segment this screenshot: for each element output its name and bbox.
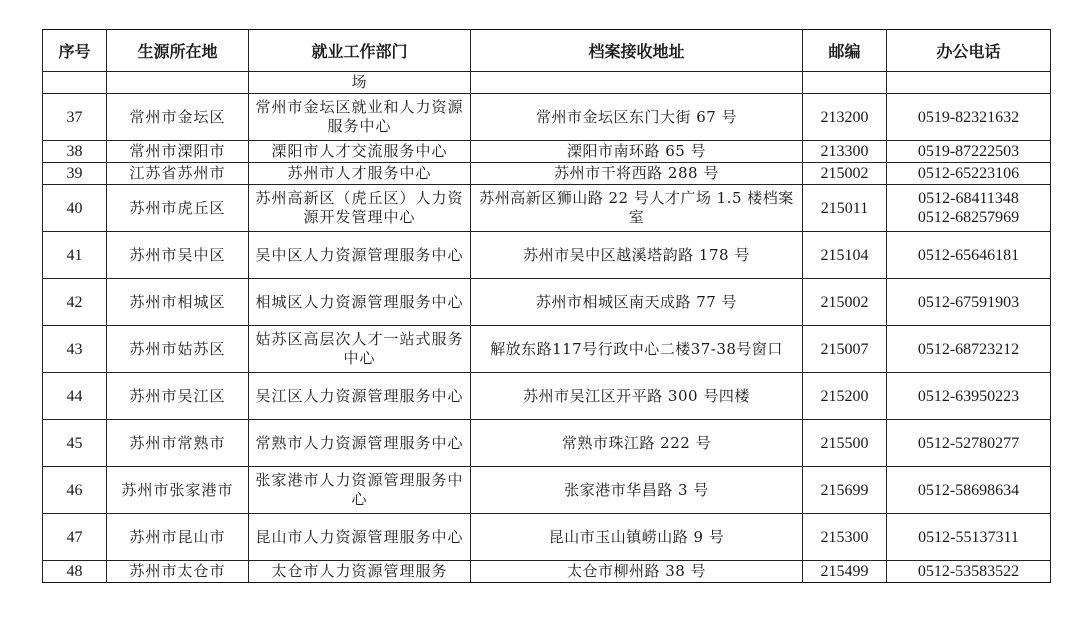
table-row xyxy=(43,561,1051,583)
cell-origin-location: 常州市金坛区 xyxy=(107,94,249,141)
cell-postal-code: 215007 xyxy=(803,326,887,373)
table-row xyxy=(43,185,1051,232)
cell-archive-address xyxy=(471,72,803,94)
cell-archive-address: 苏州市吴江区开平路 300 号四楼 xyxy=(471,373,803,420)
cell-postal-code: 215500 xyxy=(803,420,887,467)
cell-archive-address: 张家港市华昌路 3 号 xyxy=(471,467,803,514)
cell-postal-code: 215002 xyxy=(803,163,887,185)
cell-postal-code xyxy=(803,72,887,94)
table-row xyxy=(43,163,1051,185)
cell-archive-address: 苏州市吴中区越溪塔韵路 178 号 xyxy=(471,232,803,279)
cell-department: 太仓市人力资源管理服务 xyxy=(249,561,471,583)
header-employment-department: 就业工作部门 xyxy=(249,30,471,72)
cell-office-phone: 0519-82321632 xyxy=(887,94,1051,141)
cell-postal-code: 213300 xyxy=(803,141,887,163)
cell-origin-location: 苏州市吴江区 xyxy=(107,373,249,420)
header-office-phone: 办公电话 xyxy=(887,30,1051,72)
cell-serial-number: 48 xyxy=(43,561,107,583)
cell-office-phone: 0512-52780277 xyxy=(887,420,1051,467)
cell-department: 常州市金坛区就业和人力资源服务中心 xyxy=(249,94,471,141)
cell-office-phone: 0512-65646181 xyxy=(887,232,1051,279)
cell-office-phone xyxy=(887,72,1051,94)
cell-archive-address: 常熟市珠江路 222 号 xyxy=(471,420,803,467)
cell-department: 姑苏区高层次人才一站式服务中心 xyxy=(249,326,471,373)
cell-serial-number: 41 xyxy=(43,232,107,279)
cell-serial-number: 37 xyxy=(43,94,107,141)
table-row xyxy=(43,514,1051,561)
cell-archive-address: 苏州市干将西路 288 号 xyxy=(471,163,803,185)
cell-department: 昆山市人力资源管理服务中心 xyxy=(249,514,471,561)
cell-postal-code: 215499 xyxy=(803,561,887,583)
cell-office-phone: 0512-68723212 xyxy=(887,326,1051,373)
table-row xyxy=(43,467,1051,514)
cell-archive-address: 昆山市玉山镇崂山路 9 号 xyxy=(471,514,803,561)
cell-department: 相城区人力资源管理服务中心 xyxy=(249,279,471,326)
cell-serial-number: 40 xyxy=(43,185,107,232)
header-serial-number: 序号 xyxy=(43,30,107,72)
table-row xyxy=(43,420,1051,467)
cell-postal-code: 215011 xyxy=(803,185,887,232)
table-row xyxy=(43,232,1051,279)
cell-origin-location: 苏州市姑苏区 xyxy=(107,326,249,373)
cell-serial-number: 47 xyxy=(43,514,107,561)
cell-origin-location: 苏州市虎丘区 xyxy=(107,185,249,232)
employment-office-table xyxy=(42,29,1051,583)
cell-postal-code: 213200 xyxy=(803,94,887,141)
table-row xyxy=(43,94,1051,141)
cell-archive-address: 苏州市相城区南天成路 77 号 xyxy=(471,279,803,326)
cell-archive-address: 苏州高新区狮山路 22 号人才广场 1.5 楼档案室 xyxy=(471,185,803,232)
cell-origin-location: 苏州市相城区 xyxy=(107,279,249,326)
cell-serial-number: 46 xyxy=(43,467,107,514)
cell-origin-location: 常州市溧阳市 xyxy=(107,141,249,163)
cell-department: 常熟市人力资源管理服务中心 xyxy=(249,420,471,467)
cell-origin-location xyxy=(107,72,249,94)
cell-archive-address: 溧阳市南环路 65 号 xyxy=(471,141,803,163)
cell-archive-address: 常州市金坛区东门大街 67 号 xyxy=(471,94,803,141)
cell-office-phone: 0519-87222503 xyxy=(887,141,1051,163)
header-origin-location: 生源所在地 xyxy=(107,30,249,72)
cell-postal-code: 215104 xyxy=(803,232,887,279)
cell-postal-code: 215699 xyxy=(803,467,887,514)
cell-office-phone: 0512-63950223 xyxy=(887,373,1051,420)
cell-office-phone: 0512-65223106 xyxy=(887,163,1051,185)
cell-serial-number xyxy=(43,72,107,94)
cell-office-phone: 0512-58698634 xyxy=(887,467,1051,514)
cell-origin-location: 苏州市张家港市 xyxy=(107,467,249,514)
cell-department: 场 xyxy=(249,72,471,94)
cell-serial-number: 43 xyxy=(43,326,107,373)
header-postal-code: 邮编 xyxy=(803,30,887,72)
table-header-row xyxy=(43,30,1051,72)
cell-department: 吴江区人力资源管理服务中心 xyxy=(249,373,471,420)
cell-department: 苏州高新区（虎丘区）人力资源开发管理中心 xyxy=(249,185,471,232)
header-archive-address: 档案接收地址 xyxy=(471,30,803,72)
table-row xyxy=(43,141,1051,163)
cell-origin-location: 苏州市常熟市 xyxy=(107,420,249,467)
cell-serial-number: 38 xyxy=(43,141,107,163)
table-row xyxy=(43,373,1051,420)
cell-serial-number: 42 xyxy=(43,279,107,326)
table-row xyxy=(43,326,1051,373)
cell-serial-number: 39 xyxy=(43,163,107,185)
table-row xyxy=(43,279,1051,326)
cell-serial-number: 44 xyxy=(43,373,107,420)
cell-postal-code: 215300 xyxy=(803,514,887,561)
cell-archive-address: 解放东路117号行政中心二楼37-38号窗口 xyxy=(471,326,803,373)
cell-postal-code: 215002 xyxy=(803,279,887,326)
cell-department: 苏州市人才服务中心 xyxy=(249,163,471,185)
cell-office-phone: 0512-67591903 xyxy=(887,279,1051,326)
cell-office-phone: 0512-53583522 xyxy=(887,561,1051,583)
cell-postal-code: 215200 xyxy=(803,373,887,420)
cell-origin-location: 江苏省苏州市 xyxy=(107,163,249,185)
table-row xyxy=(43,72,1051,94)
cell-origin-location: 苏州市吴中区 xyxy=(107,232,249,279)
cell-origin-location: 苏州市太仓市 xyxy=(107,561,249,583)
cell-archive-address: 太仓市柳州路 38 号 xyxy=(471,561,803,583)
cell-origin-location: 苏州市昆山市 xyxy=(107,514,249,561)
cell-serial-number: 45 xyxy=(43,420,107,467)
cell-office-phone: 0512-55137311 xyxy=(887,514,1051,561)
cell-department: 溧阳市人才交流服务中心 xyxy=(249,141,471,163)
cell-department: 张家港市人力资源管理服务中心 xyxy=(249,467,471,514)
cell-department: 吴中区人力资源管理服务中心 xyxy=(249,232,471,279)
cell-office-phone: 0512-68411348 0512-68257969 xyxy=(887,185,1051,232)
